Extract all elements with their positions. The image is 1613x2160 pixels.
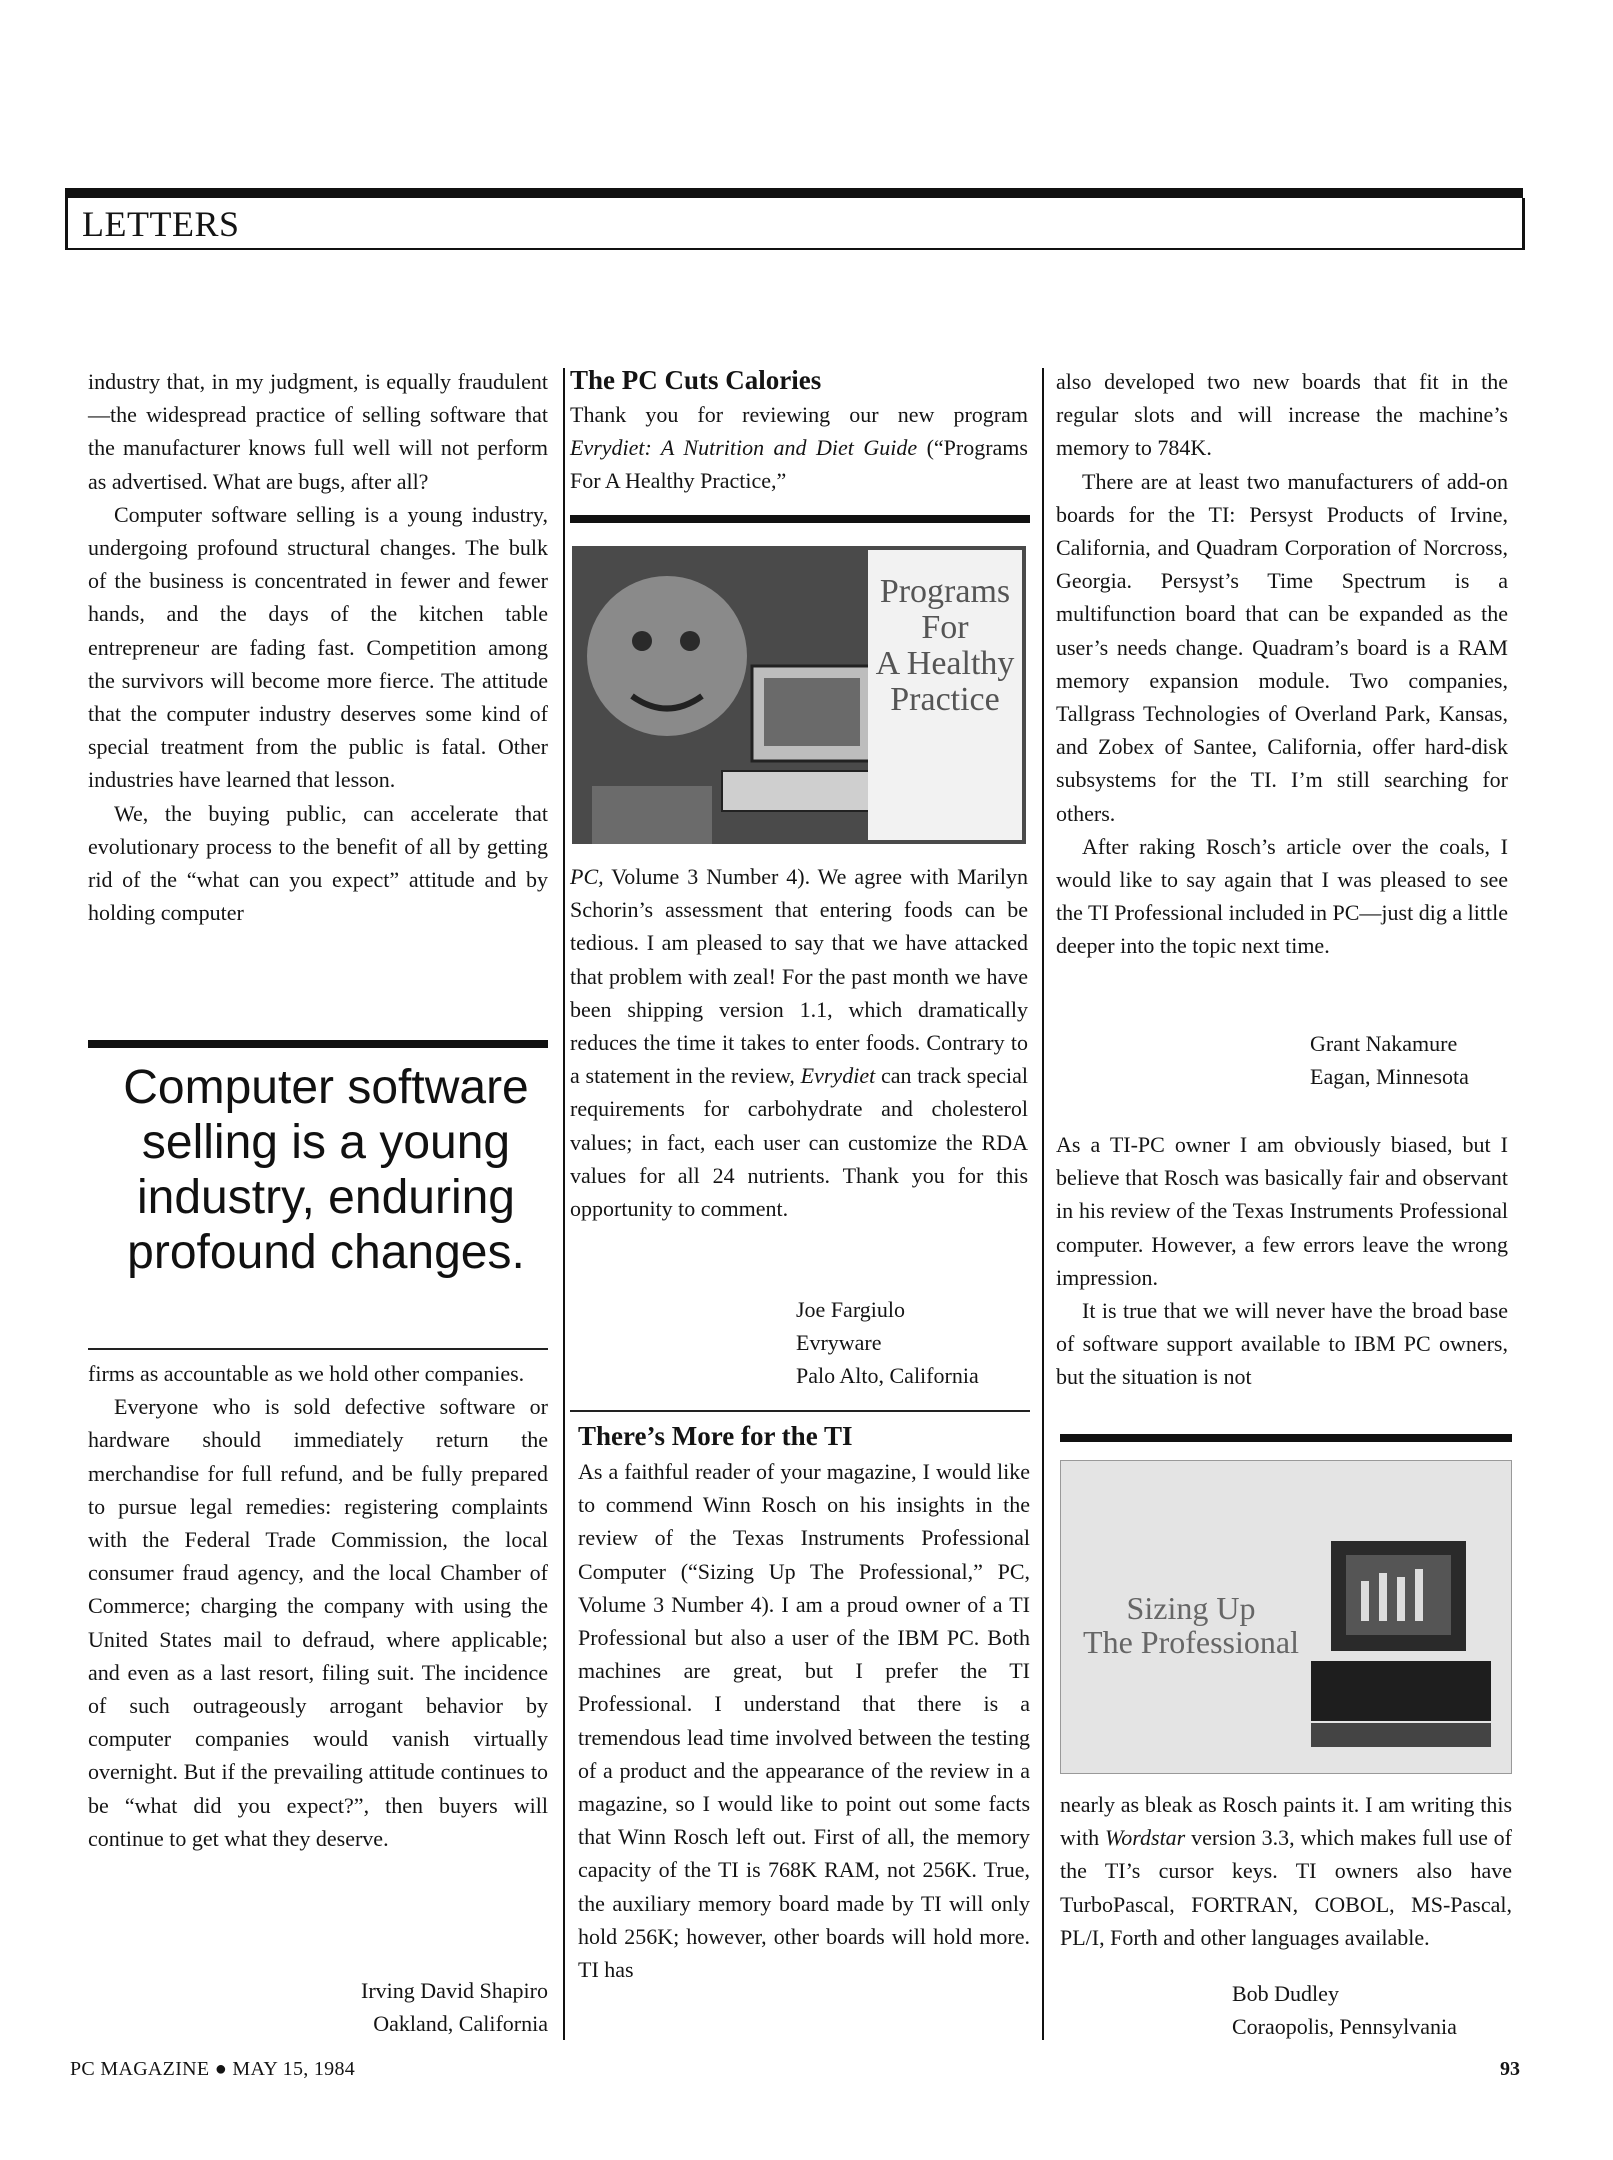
signature-name: Bob Dudley [1232,1981,1339,2006]
paragraph: also developed two new boards that fit in the regular slots and will increase the machine’s memory to 784K. [1056,369,1508,461]
plate-line: For [921,609,969,646]
article-divider [570,1410,1030,1412]
page-number: 93 [1500,2058,1520,2080]
signature-shapiro [350,1974,548,2040]
plate-line: Programs [879,573,1011,610]
article-illustration-sizing-up [1060,1460,1512,1774]
signature-place: Oakland, California [373,2011,548,2037]
headline-pc-cuts-calories: The PC Cuts Calories [570,365,822,395]
signature-company: Evryware [796,1330,882,1356]
plate [868,550,1022,840]
column-2-body [570,860,1028,1225]
paragraph: Computer software selling is a young industry, undergoing profound structural changes. The bulk of the business is concentrated in fewer and fewer hands, and the days of the kitchen table entrepreneur are fading fast. Competition among the survivors will become more fierce. The attitude that the computer industry deserves some kind of special treatment from the public is fatal. Other industries have learned that lesson. [88,501,548,793]
text: can track special requirements for carbohydrate and cholesterol values; in fact, each user can customize the RDA values for all 24 nutrients. Thank you for this opportunity to comment. [570,1063,1028,1222]
column-3-top [1056,365,1508,963]
paragraph: After raking Rosch’s article over the coals, I would like to say again that I was pleased to see the TI Professional included in PC—just dig a little deeper into the topic next time. [1056,833,1508,959]
figure-top-rule [1060,1434,1512,1442]
article-illustration-healthy-practice [572,546,1026,844]
product-name: Evrydiet [800,1063,876,1089]
paragraph [1060,1788,1512,1954]
paragraph: There are at least two manufacturers of add-on boards for the TI: Persyst Products of Irvine, California, and Quadram Corporation of Norcross, Georgia. Persyst’s Time Spectrum is a multifunction board that can be expanded as the user’s needs change. Quadram’s board is a RAM memory expansion module. Two companies, Tallgrass Technologies of Overland Park, Kansas, and Zobex of Santee, California, offer hard-disk subsystems for the TI. I’m still searching for others. [1056,468,1508,826]
signature-name: Joe Fargiulo [796,1297,905,1322]
text: Volume 3 Number 4). We agree with Marilyn Schorin’s assessment that entering foods can be tedious. I am pleased to say that we have attacked that problem with zeal! For the past month we have been shipping version 1.1, which dramatically reduces the time it takes to enter foods. Contrary to a statement in the review, [570,864,1028,1089]
caption-line: Sizing Up [1126,1590,1256,1626]
signature-place: Coraopolis, Pennsylvania [1232,2014,1457,2040]
product-name: Wordstar [1104,1825,1186,1851]
caption-line: The Professional [1083,1624,1299,1660]
signature-fargiulo [796,1293,1026,1393]
paragraph: As a faithful reader of your magazine, I would like to commend Winn Rosch on his insights in the review of the Texas Instruments Professional Computer (“Sizing Up The Professional,” PC, Volume 3 Number 4). I am a proud owner of a TI Professional but also a user of the IBM PC. Both machines are great, but I prefer the TI Professional. I understand that there is a tremendous lead time involved between the testing of a product and the appearance of the review in a magazine, so I would like to point out some facts that Winn Rosch left out. First of all, the memory capacity of the TI is 768K RAM, not 256K. True, the auxiliary memory board made by TI will only hold 256K; however, other boards will hold more. TI has [578,1459,1030,1983]
section-title: LETTERS [82,204,240,244]
headline-more-for-ti: There’s More for the TI [578,1421,853,1451]
paragraph: We, the buying public, can accelerate that evolutionary process to the benefit of all by getting rid of the “what can you expect” attitude and by holding computer [88,800,548,926]
plate-title [868,550,1022,718]
paragraph: It is true that we will never have the broad base of software support available to IBM PC owners, but the situation is not [1056,1298,1508,1390]
figure-top-rule [570,515,1030,523]
paragraph [570,398,1028,498]
text: version 3.3, which makes full use of the TI’s cursor keys. TI owners also have TurboPascal, FORTRAN, COBOL, MS-Pascal, PL/I, Forth and other languages available. [1060,1825,1512,1950]
column-3-middle [1056,1128,1508,1394]
paragraph: As a TI-PC owner I am obviously biased, but I believe that Rosch was basically fair and observant in his review of the Texas Instruments Professional computer. However, a few errors leave the wrong impression. [1056,1132,1508,1290]
column-rule-2 [1042,368,1044,2040]
column-1-bottom [88,1357,548,1855]
magazine-name: PC, [570,864,604,889]
illustration-caption [1071,1591,1311,1659]
paragraph: Everyone who is sold defective software or hardware should immediately return the merchandise for full refund, and be fully prepared to pursue legal remedies: registering complaints with the Federal Trade Commission, the local consumer fraud agency, and the local Chamber of Commerce; charging the company with using the United States mail to defraud, where applicable; and even as a last resort, filing suit. The incidence of such outrageously arrogant behavior by computer companies would vanish virtually overnight. But if the prevailing attitude continues to be “what did you expect?”, then buyers will continue to get what they deserve. [88,1394,548,1851]
pull-quote: Computer software selling is a young industry, enduring profound changes. [123,1061,529,1279]
text: nearly as bleak as Rosch paints it. I am writing this with [1060,1792,1512,1851]
paragraph: industry that, in my judgment, is equally fraudulent—the widespread practice of selling software that the manufacturer knows full well will not perform as advertised. What are bugs, after all? [88,369,548,494]
pullquote-top-rule [88,1040,548,1048]
text: Thank you for reviewing our new program [570,402,1028,427]
header-box [65,198,1525,250]
plate-line: Practice [890,681,1000,718]
column-1-top [88,365,548,929]
paragraph [570,860,1028,1225]
signature-nakamure [1310,1027,1510,1093]
column-3-bottom [1060,1788,1512,1954]
header-top-rule [65,188,1523,198]
footer-magazine-date: PC MAGAZINE ● MAY 15, 1984 [70,2058,356,2080]
column-2-ti [578,1455,1030,1986]
plate-line: A Healthy [875,645,1015,682]
text: (“Programs For A Healthy Practice,” [570,435,1028,494]
pullquote-bottom-rule [88,1348,548,1350]
paragraph: firms as accountable as we hold other companies. [88,1361,525,1386]
signature-name: Grant Nakamure [1310,1031,1458,1056]
program-title: Evrydiet: A Nutrition and Diet Guide [570,435,918,461]
column-rule-1 [563,368,565,2040]
signature-place: Eagan, Minnesota [1310,1064,1469,1090]
signature-place: Palo Alto, California [796,1363,979,1389]
signature-name: Irving David Shapiro [361,1978,548,2003]
column-2-intro [570,398,1028,498]
signature-dudley [1232,1977,1512,2043]
